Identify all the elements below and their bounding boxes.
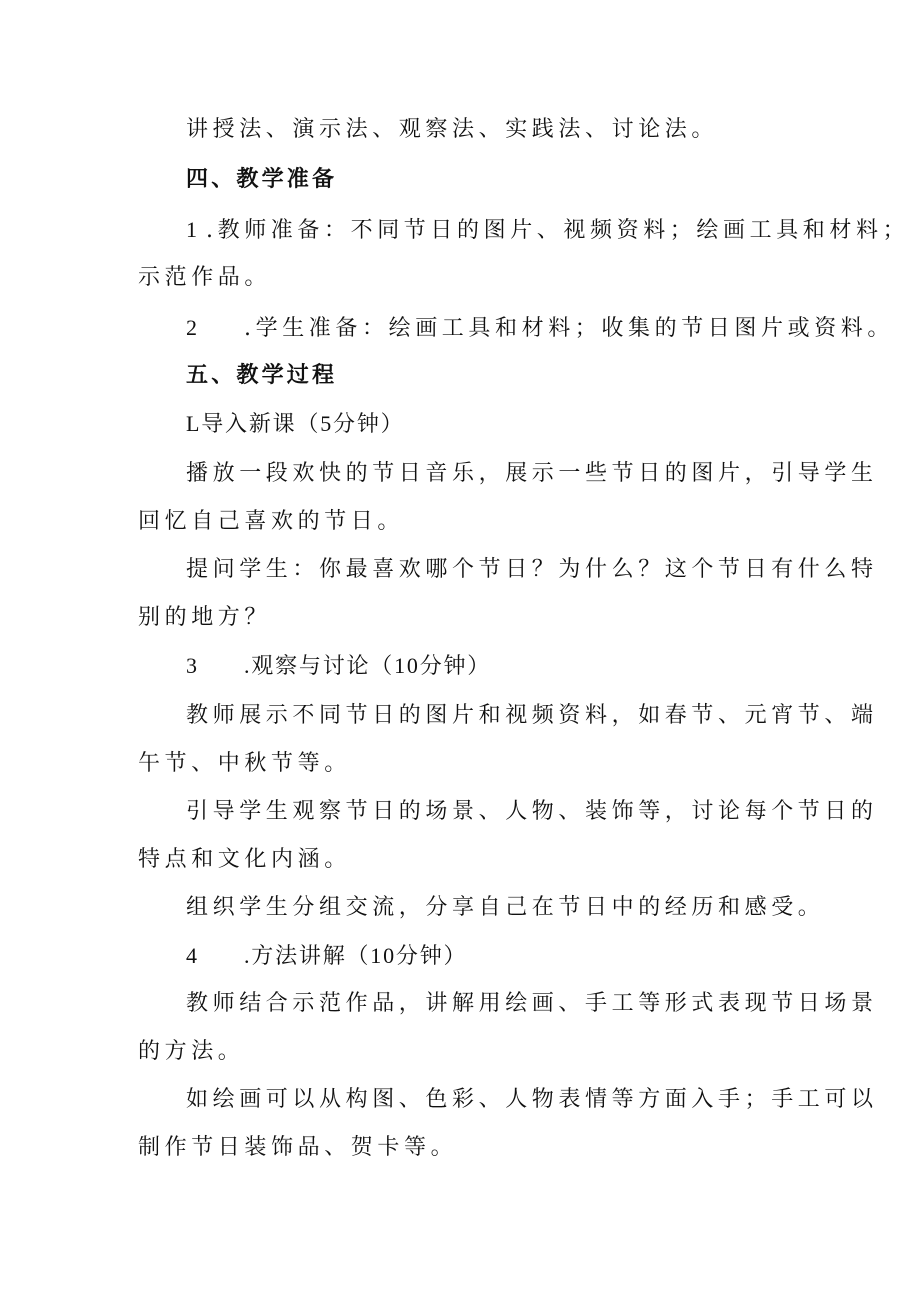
list-number: 3 — [186, 653, 197, 678]
list-number: 4 — [186, 943, 197, 968]
line-text: L导入新课（5分钟） — [186, 411, 405, 436]
line-text: .方法讲解（10分钟） — [244, 943, 468, 968]
line-text: 回忆自己喜欢的节日。 — [138, 509, 405, 534]
line-text: .教师准备：不同节日的图片、视频资料；绘画工具和材料； — [206, 218, 910, 243]
paragraph-line — [138, 1130, 798, 1166]
line-text: 组织学生分组交流，分享自己在节日中的经历和感受。 — [186, 895, 825, 920]
teacher-preparation-continuation — [138, 260, 798, 296]
line-text: 提问学生：你最喜欢哪个节日？为什么？这个节日有什么特 — [186, 557, 878, 582]
line-text: 的方法。 — [138, 1039, 245, 1064]
line-text: 讲授法、演示法、观察法、实践法、讨论法。 — [186, 117, 719, 142]
line-text: 别的地方？ — [138, 605, 272, 630]
paragraph-line — [186, 698, 878, 734]
subsection-intro-new-lesson — [186, 406, 798, 442]
list-number: 1 — [186, 217, 197, 242]
paragraph-line — [186, 794, 878, 830]
subsection-observe-discuss — [186, 648, 798, 684]
line-text: 播放一段欢快的节日音乐，展示一些节日的图片，引导学生 — [186, 461, 878, 486]
teacher-preparation-line — [186, 212, 910, 248]
subsection-method-explanation — [186, 938, 798, 974]
heading-text: 四、教学准备 — [186, 167, 338, 192]
paragraph-line — [138, 600, 798, 636]
paragraph-line — [186, 1082, 878, 1118]
line-text: 如绘画可以从构图、色彩、人物表情等方面入手；手工可以 — [186, 1087, 878, 1112]
line-text: 教师展示不同节日的图片和视频资料，如春节、元宵节、端 — [186, 703, 878, 728]
paragraph-line — [138, 1034, 798, 1070]
section-heading-teaching-process — [186, 358, 846, 394]
line-text: 特点和文化内涵。 — [138, 847, 351, 872]
paragraph-line — [138, 746, 798, 782]
paragraph-line — [138, 504, 798, 540]
line-text: 引导学生观察节日的场景、人物、装饰等，讨论每个节日的 — [186, 799, 878, 824]
paragraph-line — [186, 986, 878, 1022]
heading-text: 五、教学过程 — [186, 363, 338, 388]
paragraph-line — [186, 456, 878, 492]
line-text: 午节、中秋节等。 — [138, 751, 351, 776]
line-text: .观察与讨论（10分钟） — [244, 653, 492, 678]
line-text: 教师结合示范作品，讲解用绘画、手工等形式表现节日场景 — [186, 991, 878, 1016]
paragraph-line — [186, 890, 825, 926]
line-text: 示范作品。 — [138, 265, 272, 290]
line-text: .学生准备：绘画工具和材料；收集的节日图片或资料。 — [244, 316, 894, 341]
list-number: 2 — [186, 315, 197, 340]
student-preparation-line — [186, 310, 894, 346]
paragraph-line — [186, 552, 878, 588]
section-heading-teaching-preparation — [186, 162, 846, 198]
paragraph-line — [138, 842, 798, 878]
teaching-methods-line — [186, 112, 798, 148]
line-text: 制作节日装饰品、贺卡等。 — [138, 1135, 458, 1160]
